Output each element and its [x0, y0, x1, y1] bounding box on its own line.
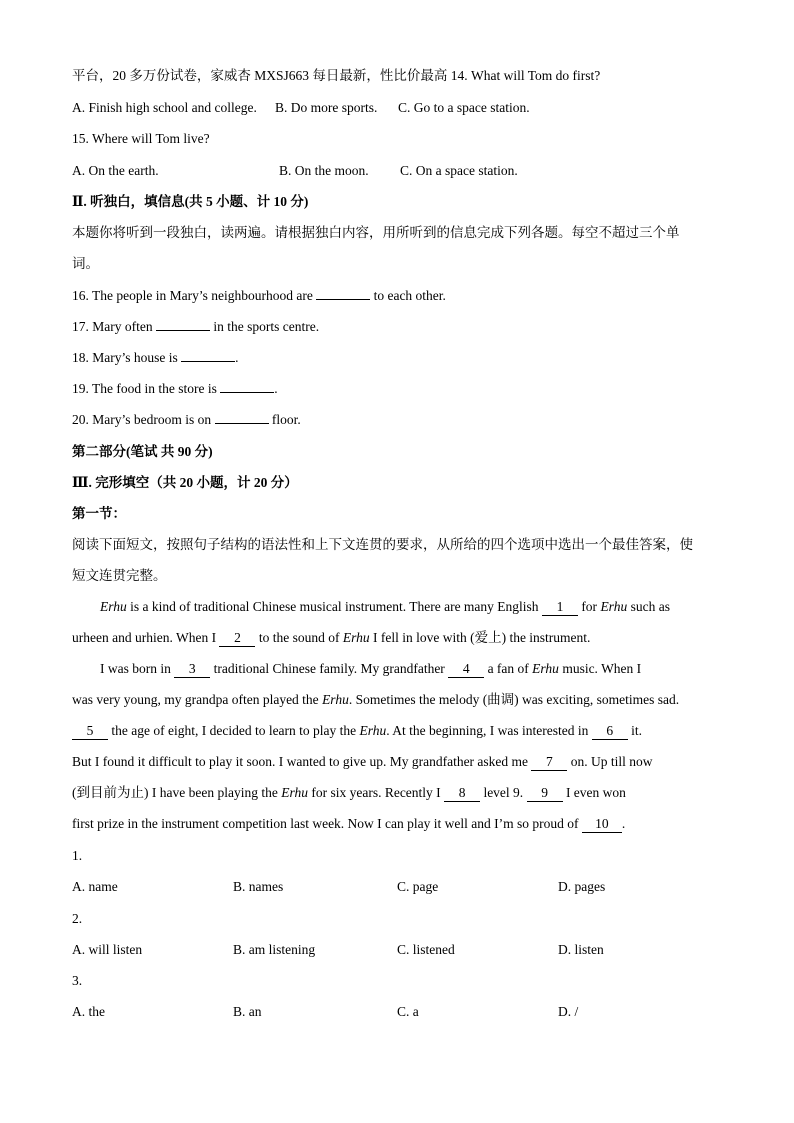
passage-text: it. — [627, 723, 643, 738]
passage-text: first prize in the instrument competition last week. Now I can play it well and I’m so proud of — [72, 816, 582, 831]
passage-line — [72, 628, 590, 648]
passage-text: music. When I — [558, 661, 642, 676]
q19-blank[interactable] — [220, 392, 274, 393]
q15-option-b: B. On the moon. — [279, 163, 369, 178]
q16-text: 16. The people in Mary’s neighbourhood are — [72, 288, 313, 303]
passage-text: was very young, my grandpa often played the — [72, 692, 323, 707]
q15-option-a: A. On the earth. — [72, 163, 159, 178]
passage-line — [72, 783, 626, 803]
section3-instruction: 阅读下面短文，按照句子结构的语法性和上下文连贯的要求，从所给的四个选项中选出一个最佳答案，使 — [72, 537, 693, 552]
q19 — [72, 379, 278, 399]
section2-instruction-cont: 词。 — [72, 256, 99, 271]
passage-text: for — [577, 599, 601, 614]
passage-text: level 9. — [480, 785, 527, 800]
section2-title: Ⅱ. 听独白，填信息(共 5 小题、计 10 分) — [72, 194, 309, 209]
passage-line — [72, 752, 653, 772]
blank-8[interactable]: 8 — [444, 785, 480, 802]
q16 — [72, 286, 446, 306]
passage-text: . — [621, 816, 626, 831]
q3-option-d[interactable]: D. / — [558, 1004, 579, 1019]
q1-option-b[interactable]: B. names — [233, 879, 284, 894]
q20-blank[interactable] — [215, 423, 269, 424]
passage-text: the age of eight, I decided to learn to play the — [108, 723, 360, 738]
q3-option-b[interactable]: B. an — [233, 1004, 262, 1019]
q2-option-c[interactable]: C. listened — [397, 942, 455, 957]
q17-text: 17. Mary often — [72, 319, 153, 334]
passage-line — [100, 597, 670, 617]
erhu-word: Erhu — [600, 599, 628, 614]
q16-text-end: to each other. — [373, 288, 446, 303]
passage-text: on. Up till now — [567, 754, 653, 769]
passage-text: . Sometimes the melody (曲调) was exciting, sometimes sad. — [348, 692, 680, 707]
header-line: 平台，20 多万份试卷，家威杏 MXSJ663 每日最新，性比价最高 14. What will Tom do first? — [72, 68, 601, 83]
passage-text: . At the beginning, I was interested in — [386, 723, 592, 738]
passage-line — [72, 814, 625, 834]
section2-instruction: 本题你将听到一段独白，读两遍。请根据独白内容，用所听到的信息完成下列各题。每空不超过三个单 — [72, 225, 680, 240]
passage-text: for six years. Recently I — [307, 785, 445, 800]
passage-line — [100, 659, 641, 679]
passage-text: to the sound of — [255, 630, 343, 645]
erhu-word: Erhu — [281, 785, 308, 800]
q1-option-d[interactable]: D. pages — [558, 879, 606, 894]
q17 — [72, 317, 319, 337]
q17-blank[interactable] — [156, 330, 210, 331]
passage-text: But I found it difficult to play it soon. I wanted to give up. My grandfather asked me — [72, 754, 532, 769]
q15-option-c: C. On a space station. — [400, 163, 518, 178]
subsection-title: 第一节： — [72, 506, 126, 521]
erhu-word: Erhu — [100, 599, 127, 614]
q1-option-c[interactable]: C. page — [397, 879, 439, 894]
question-number: 3. — [72, 973, 83, 988]
section3-title: Ⅲ. 完形填空（共 20 小题，计 20 分） — [72, 475, 298, 490]
passage-text: (到目前为止) I have been playing the — [72, 785, 282, 800]
erhu-word: Erhu — [532, 661, 559, 676]
q14-option-a: A. Finish high school and college. — [72, 100, 257, 115]
erhu-word: Erhu — [342, 630, 370, 645]
erhu-word: Erhu — [359, 723, 387, 738]
passage-text: I fell in love with (爱上) the instrument. — [369, 630, 591, 645]
blank-9[interactable]: 9 — [527, 785, 563, 802]
erhu-word: Erhu — [322, 692, 349, 707]
passage-line — [72, 690, 679, 710]
blank-2[interactable]: 2 — [219, 630, 255, 647]
q19-text: 19. The food in the store is — [72, 381, 217, 396]
q18-blank[interactable] — [181, 361, 235, 362]
part2-title: 第二部分(笔试 共 90 分) — [72, 444, 213, 459]
q3-option-a[interactable]: A. the — [72, 1004, 105, 1019]
blank-1[interactable]: 1 — [542, 599, 578, 616]
blank-4[interactable]: 4 — [448, 661, 484, 678]
q3-option-c[interactable]: C. a — [397, 1004, 419, 1019]
passage-text: is a kind of traditional Chinese musical instrument. There are many English — [126, 599, 542, 614]
q19-text-end: . — [274, 381, 278, 396]
q14-option-b: B. Do more sports. — [275, 100, 378, 115]
q14-option-c: C. Go to a space station. — [398, 100, 530, 115]
passage-text: I was born in — [100, 661, 175, 676]
passage-text: urheen and urhien. When I — [72, 630, 220, 645]
question-number: 1. — [72, 848, 83, 863]
q1-option-a[interactable]: A. name — [72, 879, 118, 894]
blank-7[interactable]: 7 — [531, 754, 567, 771]
section3-instruction-cont: 短文连贯完整。 — [72, 568, 167, 583]
passage-text: such as — [627, 599, 670, 614]
blank-3[interactable]: 3 — [174, 661, 210, 678]
question-number: 2. — [72, 911, 83, 926]
q15-stem: 15. Where will Tom live? — [72, 131, 210, 146]
passage-text: I even won — [562, 785, 626, 800]
passage-text: a fan of — [484, 661, 533, 676]
q18-text-end: . — [235, 350, 239, 365]
q20-text-end: floor. — [271, 412, 301, 427]
blank-10[interactable]: 10 — [582, 816, 622, 833]
q17-text-end: in the sports centre. — [213, 319, 320, 334]
q20-text: 20. Mary’s bedroom is on — [72, 412, 212, 427]
q16-blank[interactable] — [316, 299, 370, 300]
q2-option-d[interactable]: D. listen — [558, 942, 604, 957]
q2-option-b[interactable]: B. am listening — [233, 942, 316, 957]
passage-line — [72, 721, 642, 741]
q20 — [72, 410, 301, 430]
blank-6[interactable]: 6 — [592, 723, 628, 740]
q18-text: 18. Mary’s house is — [72, 350, 178, 365]
q18 — [72, 348, 239, 368]
q2-option-a[interactable]: A. will listen — [72, 942, 143, 957]
passage-text: traditional Chinese family. My grandfather — [210, 661, 449, 676]
blank-5[interactable]: 5 — [72, 723, 108, 740]
